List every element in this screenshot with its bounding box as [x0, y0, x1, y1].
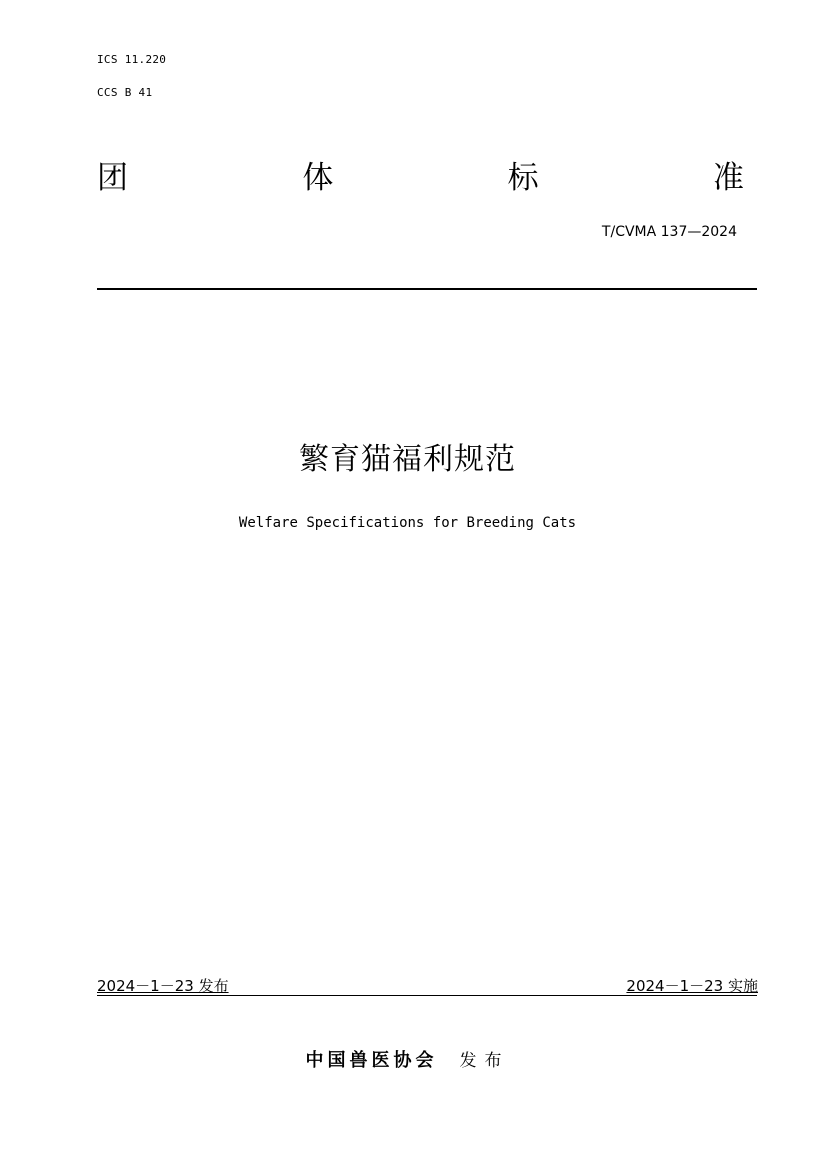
ics-code: ICS 11.220 — [97, 53, 167, 66]
publish-date: 2024－1－23 发布 — [97, 977, 229, 995]
standard-type-heading — [97, 158, 744, 198]
publisher-line — [0, 1046, 815, 1072]
publisher-name: 中国兽医协会 — [305, 1050, 438, 1071]
date-divider — [97, 995, 757, 996]
implementation-date: 2024－1－23 实施 — [626, 977, 758, 995]
document-title-english: Welfare Specifications for Breeding Cats — [238, 515, 577, 531]
standard-type-char: 体 — [302, 160, 334, 196]
document-title-chinese: 繁育猫福利规范 — [299, 442, 516, 477]
publish-label: 发布 — [459, 1051, 510, 1071]
ccs-code: CCS B 41 — [97, 86, 153, 99]
standard-type-char: 标 — [507, 160, 539, 196]
header-divider — [97, 288, 757, 290]
standard-type-char: 准 — [712, 160, 744, 196]
standard-type-char: 团 — [97, 160, 128, 196]
standard-number: T/CVMA 137—2024 — [601, 224, 737, 240]
